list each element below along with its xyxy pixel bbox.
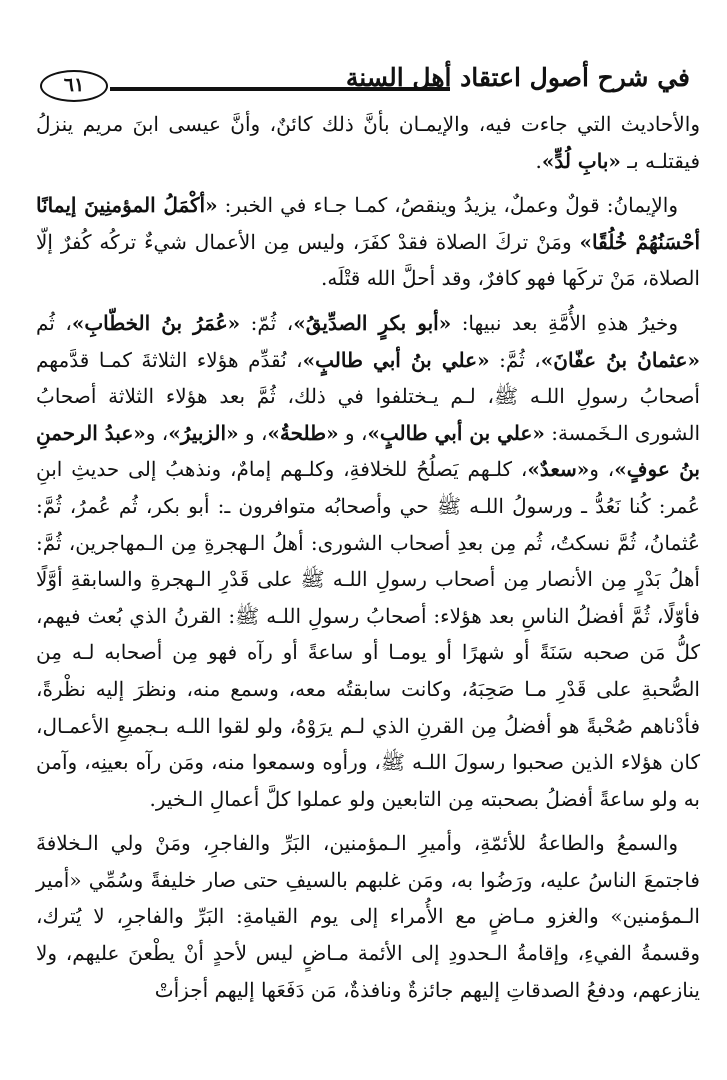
text-run: ، و	[145, 420, 169, 445]
page-number: ٦١	[40, 70, 108, 102]
paragraph-2	[36, 187, 700, 297]
quoted-text: «الزبيرُ»	[168, 420, 239, 445]
text-run: ومَنْ تركَ الصلاة فقدْ كفَرَ، وليس مِن الأعمال شيءٌ تركُه كُفرٌ إلّا الصلاة، مَنْ تركَها فهو كافرٌ، وقد أحلَّ الله قتْلَه.	[36, 229, 700, 291]
body-text	[36, 106, 700, 1016]
text-run: ، و	[238, 420, 268, 445]
text-run: ، ثُم	[36, 310, 72, 335]
text-run: ، ثُمّ:	[240, 310, 294, 335]
text-run: .	[535, 148, 542, 173]
text-run: ، و	[589, 457, 615, 482]
paragraph-3	[36, 305, 700, 817]
page-header	[40, 56, 690, 104]
quoted-text: «طلحةُ»	[267, 420, 339, 445]
text-run: ، ثُمَّ:	[489, 347, 541, 372]
quoted-text: «علي بنُ أبي طالبٍ»	[302, 347, 490, 372]
text-run: والإيمانُ: قولٌ وعملٌ، يزيدُ وينقصُ، كمـا جـاء في الخبر:	[217, 193, 678, 218]
quoted-text: «أكْمَلُ المؤمنِينَ إيمانًا أحْسَنُهُمْ خُلُقًا»	[36, 193, 700, 254]
paragraph-1	[36, 106, 700, 179]
text-run: ، نُقدِّم هؤلاء الثلاثةَ كمـا قدَّمهم أصحابُ رسولِ اللـه ﷺ، لـم يـختلفوا في ذلك، ثُمَّ بعد هؤلاء الثلاثة أصحابُ الشورى الـخَمسة:	[36, 347, 700, 445]
paragraph-4	[36, 825, 700, 1008]
text-run: وخيرُ هذهِ الأُمَّةِ بعد نبيها:	[451, 310, 678, 335]
running-title: في شرح أصول اعتقاد أهل السنة	[345, 63, 690, 92]
quoted-text: «علي بن أبي طالبٍ»	[367, 420, 545, 445]
text-run: ، كلـهم يَصلُحُ للخلافةِ، وكلـهم إمامٌ، ونذهبُ إلى حديثِ ابنِ عُمر: كُنا نَعُدُّ ـ ورسولُ اللـه ﷺ حي وأصحابُه متوافرون ـ: أبو بكر، ثُم عُمرُ، ثُمَّ: عُثمانُ، ثُمَّ نسكتُ، ثُم مِن بعدِ أصحاب الشورى: أهلُ الـهجرةِ مِن الـمهاجرين، ثُمَّ: أهلُ بَدْرٍ مِن الأنصار مِن أصحاب رسولِ اللـه ﷺ على قَدْرِ الـهجرةِ والسابقةِ أوَّلًا فأوّلًا، ثُمَّ أفضلُ الناسِ بعد هؤلاء: أصحابُ رسولِ اللـه ﷺ: القرنُ الذي بُعث فيهم، كلُّ مَن صحبه سَنَةً أو شهرًا أو يومـا أو ساعةً أو رآه فهو مِن أصحابه لـه مِن الصُّحبةِ على قَدْرِ مـا صَحِبَهُ، وكانت سابقتُه معه، وسمع منه، ونظرَ إليه نظْرةً، فأدْناهم صُحْبةً هو أفضلُ مِن القرنِ الذي لـم يرَوْهُ، ولو لقوا اللـه بـجميعِ الأعمـال، كان هؤلاء الذين صحبوا رسولَ اللـه ﷺ، ورأوه وسمعوا منه، ومَن رآه بعينِه، وآمن به ولو ساعةً أفضلُ بصحبته مِن التابعين ولو عملوا كلَّ أعمالِ الـخير.	[36, 457, 700, 811]
quoted-text: «بابِ لُدٍّ»	[541, 148, 621, 173]
text-run: والسمعُ والطاعةُ للأئمّةِ، وأميرِ الـمؤمنين، البَرِّ والفاجرِ، ومَنْ ولي الـخلافةَ فاجتمعَ الناسُ عليه، ورَضُوا به، ومَن غلبهم بالسيفِ حتى صار خليفةً وسُمِّي «أمير الـمؤمنين» والغزو مـاضٍ مع الأُمراء إلى يوم القيامةِ: البَرِّ والفاجرِ، لا يُترك، وقسمةُ الفيءِ، وإقامةُ الـحدودِ إلى الأئمة مـاضٍ ليس لأحدٍ أنْ يطْعنَ عليهم، ولا ينازعهم، ودفعُ الصدقاتِ إليهم جائزةٌ ونافذةٌ، مَن دَفَعَها إليهم أجزأتْ	[36, 831, 700, 1002]
quoted-text: «أبو بكرٍ الصدِّيقُ»	[293, 310, 452, 335]
quoted-text: «عبدُ الرحمنِ بنُ عوفٍ»	[36, 420, 700, 482]
quoted-text: «عُمَرُ بنُ الخطّابِ»	[71, 310, 241, 335]
quoted-text: «سعدٌ»	[527, 457, 590, 482]
text-run: ، و	[338, 420, 368, 445]
text-run: والأحاديث التي جاءت فيه، والإيمـان بأنَّ ذلك كائنٌ، وأنَّ عيسى ابنَ مريم ينزلُ فيقتلـه بـ	[36, 112, 700, 173]
quoted-text: «عثمانُ بنُ عفّانَ»	[540, 347, 700, 372]
